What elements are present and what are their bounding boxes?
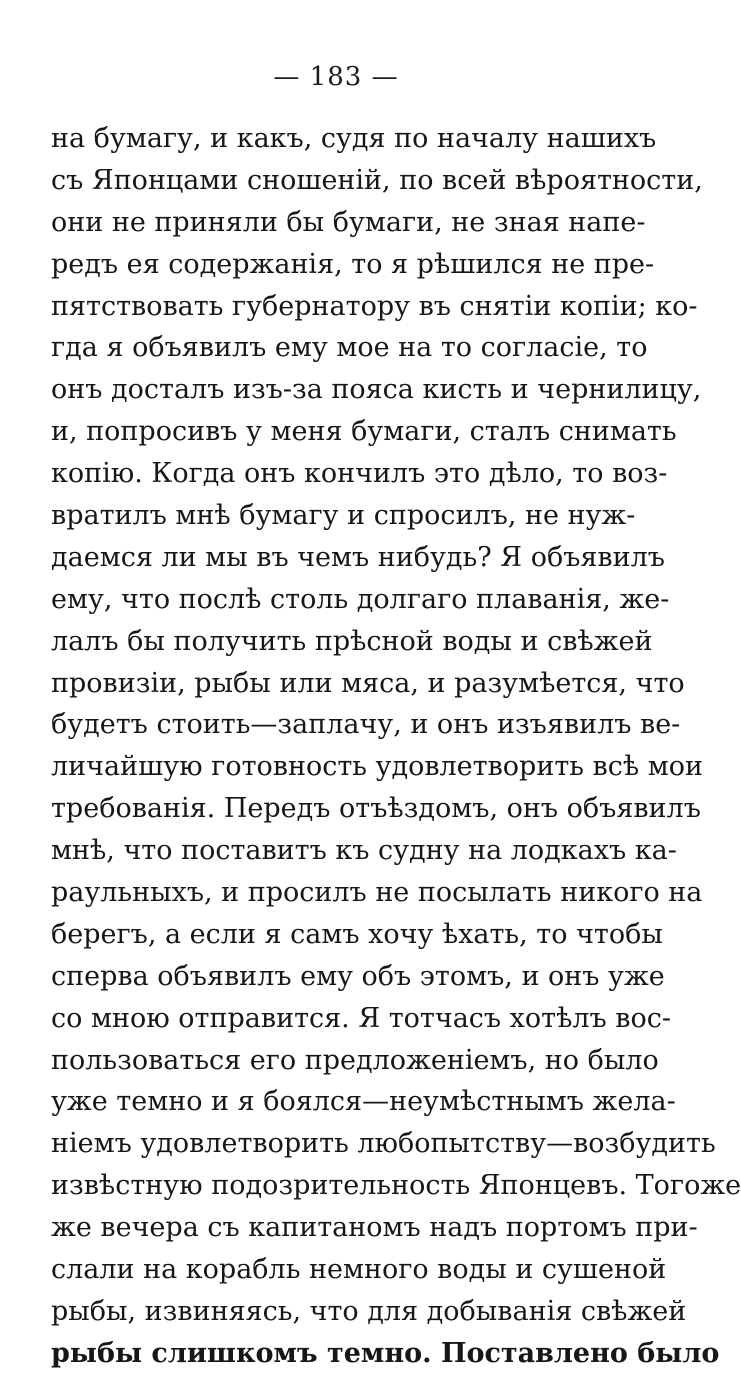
text-line: пользоваться его предложеніемъ, но было bbox=[51, 1044, 659, 1076]
text-line: требованія. Передъ отъѣздомъ, онъ объявилъ bbox=[51, 793, 701, 825]
text-line: рыбы слишкомъ темно. Поставлено было bbox=[51, 1337, 720, 1369]
text-line: ему, что послѣ столь долгаго плаванія, же- bbox=[51, 583, 670, 615]
text-line: и, попросивъ у меня бумаги, сталъ снимать bbox=[51, 416, 677, 448]
text-line: провизіи, рыбы или мяса, и разумѣется, что bbox=[51, 667, 685, 699]
text-line: же вечера съ капитаномъ надъ портомъ при- bbox=[51, 1212, 698, 1244]
text-line: ніемъ удовлетворить любопытству—возбудить bbox=[51, 1128, 716, 1160]
text-line: со мною отправится. Я тотчасъ хотѣлъ вос- bbox=[51, 1002, 671, 1034]
text-line: съ Японцами сношеній, по всей вѣроятности, bbox=[51, 164, 703, 196]
text-line: вратилъ мнѣ бумагу и спросилъ, не нуж- bbox=[51, 500, 636, 532]
text-line: личайшую готовность удовлетворить всѣ мои bbox=[51, 751, 703, 783]
text-line: мнѣ, что поставитъ къ судну на лодкахъ ка- bbox=[51, 835, 677, 867]
text-line: рыбы, извиняясь, что для добыванія свѣжей bbox=[51, 1295, 687, 1327]
text-line: пятствовать губернатору въ снятіи копіи; ко- bbox=[51, 290, 698, 322]
text-line: копію. Когда онъ кончилъ это дѣло, то воз- bbox=[51, 458, 668, 490]
page-number: — 183 — bbox=[273, 62, 399, 92]
text-line: слали на корабль немного воды и сушеной bbox=[51, 1254, 667, 1286]
text-line: даемся ли мы въ чемъ нибудь? Я объявилъ bbox=[51, 541, 665, 573]
text-line: онъ досталъ изъ-за пояса кисть и чернилицу, bbox=[51, 374, 702, 406]
text-line: будетъ стоить—заплачу, и онъ изъявилъ ве- bbox=[51, 709, 681, 741]
text-line: раульныхъ, и просилъ не посылать никого на bbox=[51, 877, 703, 909]
text-line: берегъ, а если я самъ хочу ѣхать, то чтобы bbox=[51, 918, 663, 950]
text-line: редъ ея содержанія, то я рѣшился не пре- bbox=[51, 248, 655, 280]
text-line: гда я объявилъ ему мое на то согласіе, то bbox=[51, 332, 648, 364]
text-line: сперва объявилъ ему объ этомъ, и онъ уже bbox=[51, 960, 665, 992]
text-line: лалъ бы получить прѣсной воды и свѣжей bbox=[51, 625, 653, 657]
body-text bbox=[51, 118, 741, 1375]
text-line: они не приняли бы бумаги, не зная напе- bbox=[51, 206, 646, 238]
text-line: на бумагу, и какъ, судя по началу нашихъ bbox=[51, 123, 657, 154]
text-line: уже темно и я боялся—неумѣстнымъ жела- bbox=[51, 1086, 676, 1118]
text-line: извѣстную подозрительность Японцевъ. Тогоже bbox=[51, 1170, 741, 1202]
